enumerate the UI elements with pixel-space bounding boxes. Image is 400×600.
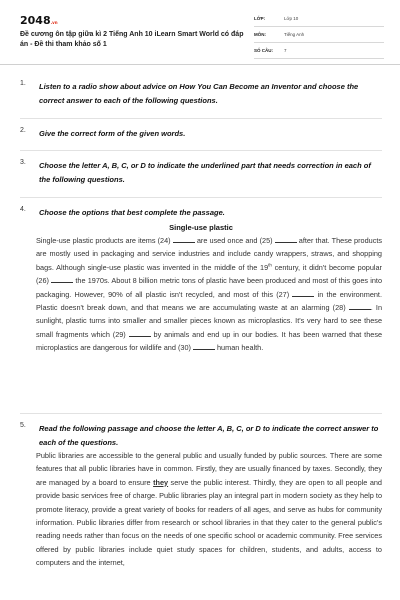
blank-27[interactable] <box>292 290 314 297</box>
underlined-word: they <box>153 477 169 487</box>
meta-value: Tiếng Anh <box>284 32 305 37</box>
question-number: 5. <box>20 422 26 429</box>
passage-text: in the environment. Plastic doesn't break down, and that means we are accumulating waste at an alarming (28) <box>36 289 382 313</box>
blank-28[interactable] <box>349 303 371 310</box>
logo-text: 2048 <box>20 14 51 27</box>
question-instruction: Read the following passage and choose the letter A, B, C, or D to indicate the correct answer to each of the questions. <box>39 424 379 447</box>
question-number: 2. <box>20 127 26 134</box>
question-3 <box>20 159 382 186</box>
passage-text: after that. These products are mostly used in packaging and service industries and include candy wrappers, straws, and shopping bags. Although single-use plastic was invented in the middle of the 19 <box>36 236 383 272</box>
blank-30[interactable] <box>193 343 215 350</box>
question-divider <box>20 197 382 198</box>
passage-public-libraries <box>36 449 382 570</box>
meta-value: Lớp 10 <box>284 16 299 21</box>
meta-label: LỚP: <box>254 16 266 21</box>
passage-text: human health. <box>217 343 264 353</box>
logo-suffix: .vn <box>50 20 58 25</box>
header-divider <box>0 64 400 65</box>
question-divider <box>20 150 382 151</box>
superscript: th <box>268 262 272 268</box>
question-4 <box>20 206 382 220</box>
passage-text: . In sunlight, plastic turns into smaller and smaller pieces known as microplastics. It's very hard to see these small fragments which (29) <box>36 303 383 339</box>
header <box>0 0 400 62</box>
meta-row-count <box>254 45 384 59</box>
meta-row-subject <box>254 29 384 43</box>
passage-text: serve the public interest. Thirdly, they are open to all people and provide basic services free of charge. Public libraries play an integral part in modern society as they help to promote literacy, provide a great variety of books for readers of all ages, and serve as hubs for community information. Public libraries differ from research or school libraries in that they cater to the general public's reading needs rather than focus on the needs of one specific school or academic community. Free services offered by public libraries include quiet study spaces for children, students, and adults, access to computers and the internet, <box>36 477 382 568</box>
question-number: 4. <box>20 206 26 213</box>
blank-24[interactable] <box>173 236 195 243</box>
question-5 <box>20 422 382 449</box>
meta-info <box>254 13 384 61</box>
passage-text: are used once and (25) <box>196 236 273 245</box>
passage-title: Single-use plastic <box>169 223 233 232</box>
blank-25[interactable] <box>275 236 297 243</box>
question-1 <box>20 80 382 107</box>
meta-label: MÔN: <box>254 32 266 37</box>
passage-text: the 1970s. About 8 billion metric tons of plastic have been produced and most of this goes into packaging. However, 90% of all plastic isn't recycled, and most of this (27) <box>36 276 383 299</box>
passage-text: century, it didn't become popular (26) <box>36 262 382 286</box>
question-number: 1. <box>20 80 26 87</box>
question-divider <box>20 413 382 414</box>
question-instruction: Choose the options that best complete the passage. <box>39 208 225 217</box>
site-logo[interactable] <box>20 14 58 27</box>
question-instruction: Listen to a radio show about advice on How You Can Become an Inventor and choose the correct answer to each of the following questions. <box>39 82 359 105</box>
passage-text: Single-use plastic products are items (24) <box>36 236 171 245</box>
question-divider <box>20 118 382 119</box>
question-instruction: Give the correct form of the given words. <box>39 129 186 138</box>
meta-value: 7 <box>284 48 287 53</box>
meta-row-class <box>254 13 384 27</box>
blank-26[interactable] <box>51 276 73 283</box>
blank-29[interactable] <box>129 330 151 337</box>
question-2 <box>20 127 382 141</box>
passage-text: by animals and end up in our bodies. It has been warned that these microplastics are dangerous for wildlife and (30) <box>36 329 383 353</box>
meta-label: SỐ CÂU: <box>254 48 273 53</box>
passage-text: Public libraries are accessible to the general public and usually funded by public sources. There are some features that all public libraries have in common. Firstly, they are usually financed by taxes. Secondly, they are managed by a board to ensure <box>36 451 382 487</box>
question-instruction: Choose the letter A, B, C, or D to indicate the underlined part that needs correction in each of the following questions. <box>39 161 371 184</box>
passage-single-use-plastic <box>36 234 382 355</box>
document-title: Đề cương ôn tập giữa kì 2 Tiếng Anh 10 iLearn Smart World có đáp án - Đề thi tham khảo số 1 <box>20 31 244 48</box>
question-number: 3. <box>20 159 26 166</box>
